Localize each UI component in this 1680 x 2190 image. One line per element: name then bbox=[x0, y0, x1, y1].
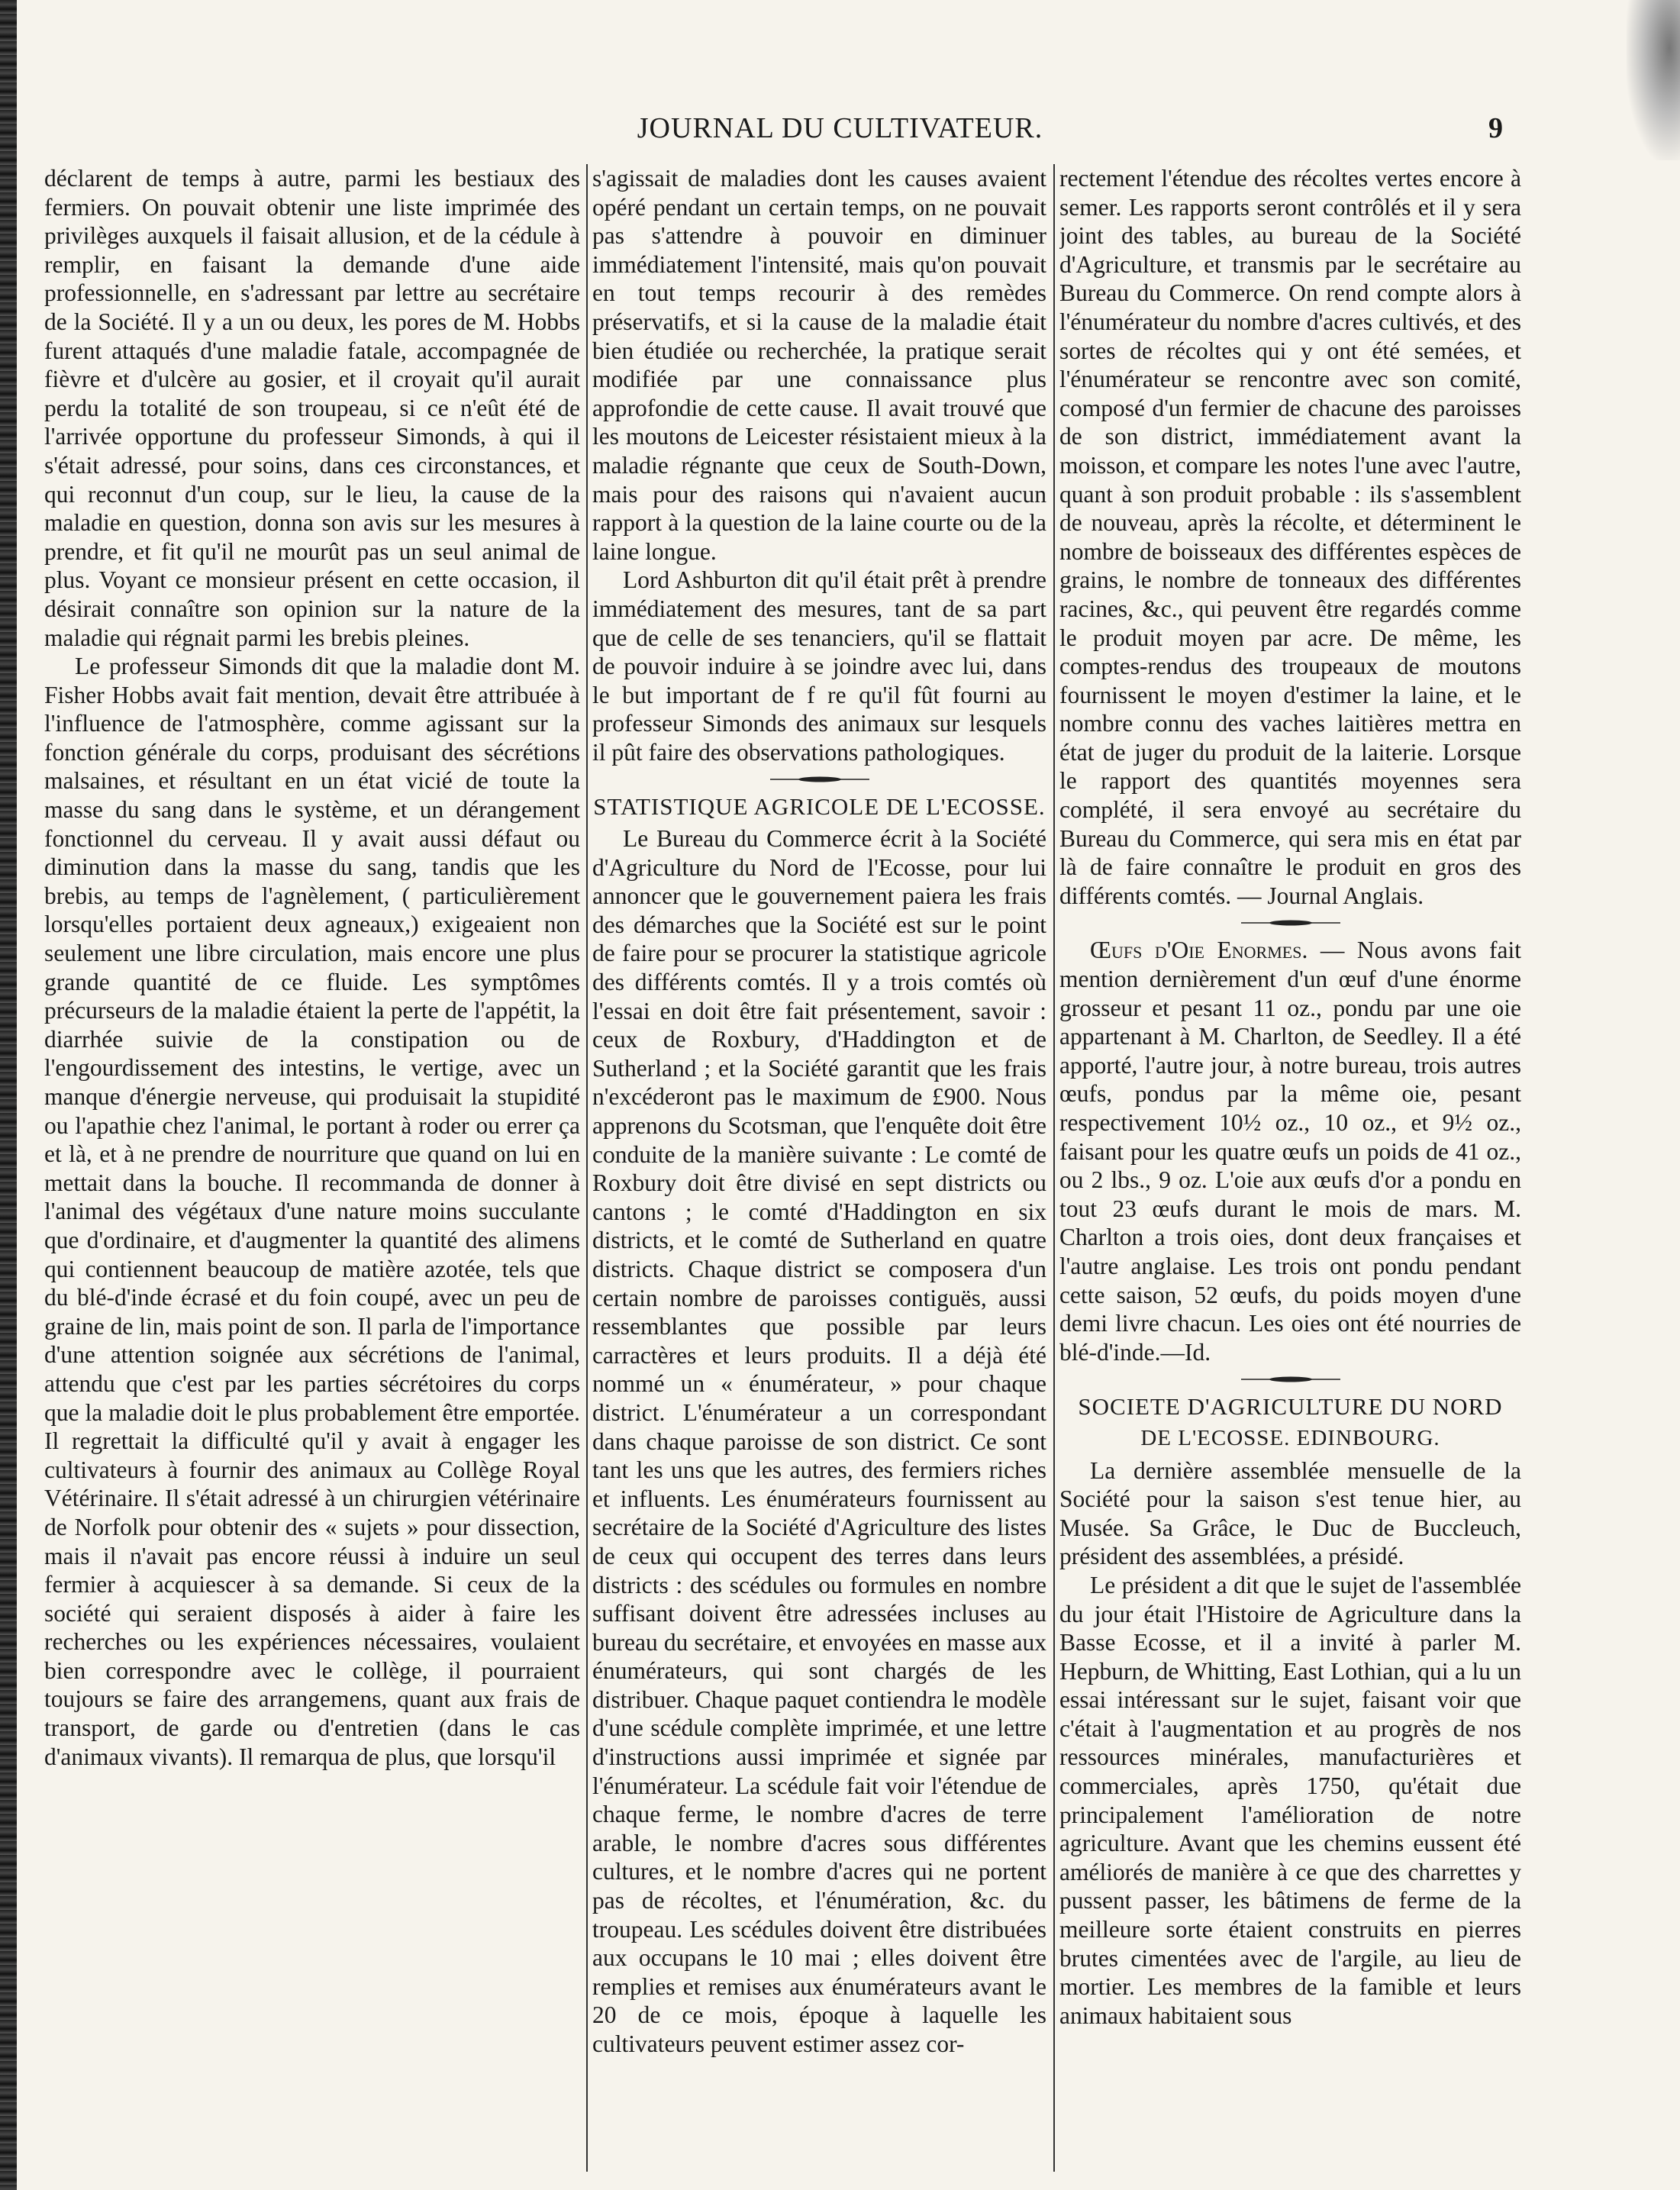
scanned-page-edge bbox=[0, 0, 17, 2190]
ornament-divider bbox=[1233, 1374, 1348, 1385]
ornament-divider bbox=[1233, 918, 1348, 928]
column-3 bbox=[1059, 164, 1521, 2172]
page-number: 9 bbox=[1488, 112, 1503, 144]
paragraph: Lord Ashburton dit qu'il était prêt à prendre immédiatement des mesures, tant de sa part que de celle de ses tenanciers, qu'il se flattait de pouvoir induire à se joindre avec lui, dans le but important de f re qu'il fût fourni au professeur Simonds des animaux sur lesquels il pût faire des observations pathologiques. bbox=[592, 566, 1046, 766]
running-header bbox=[0, 105, 1680, 151]
section-title: SOCIETE D'AGRICULTURE DU NORD bbox=[1078, 1393, 1503, 1421]
paragraph: Le président a dit que le sujet de l'assemblée du jour était l'Histoire de Agriculture dans la Basse Ecosse, et il a invité à parler M. Hepburn, de Whitting, East Lothian, qui a lu un essai intéressant sur le sujet, faisant voir que c'était à l'augmentation et au progrès de nos ressources minérales, manufacturières et commerciales, après 1750, qu'était due principalement l'amélioration de notre agriculture. Avant que les chemins eussent été améliorés de manière à ce que des charrettes y pussent passer, les bâtimens de ferme de la meilleure sorte étaient construits en pierres brutes cimentées avec de l'argile, au lieu de mortier. Les membres de la famible et leurs animaux habitaient sous bbox=[1059, 1571, 1521, 2029]
paragraph: — Nous avons fait mention dernièrement d'un œuf d'une énorme grosseur et pesant 11 oz., pondu par une oie appartenant à M. Charlton, de Seedley. Il a été apporté, l'autre jour, à notre bureau, trois autres œufs, pondus par la même oie, pesant respectivement 10½ oz., 10 oz., et 9½ oz., faisant pour les quatre œufs un poids de 41 oz., ou 2 lbs., 9 oz. L'oie aux œufs d'or a pondu en tout 23 œufs durant le mois de mars. M. Charlton a trois oies, dont deux françaises et l'autre anglaise. Les trois ont pondu pendant cette saison, 52 œufs, du poids moyen d'une demi livre chacun. Les oies ont été nourries de blé-d'inde.—Id. bbox=[1059, 937, 1521, 1366]
paragraph: rectement l'étendue des récoltes vertes encore à semer. Les rapports seront contrôlés et il y sera joint des tables, au bureau de la Société d'Agriculture, et transmis par le secrétaire au Bureau du Commerce. On rend compte alors à l'énumérateur du nombre d'acres cultivés, et des sortes de récoltes qui y ont été semées, et l'énumérateur se rencontre avec son comité, composé d'un fermier de chacune des paroisses de son district, immédiatement avant la moisson, et compare les notes l'une avec l'autre, quant à son produit probable : ils s'assemblent de nouveau, après la récolte, et déterminent le nombre de boisseaux des différentes espèces de grains, le nombre de tonneaux des différentes racines, &c., qui peuvent être regardés comme le produit moyen par acre. De même, les comptes-rendus des troupeaux de moutons fournissent le moyen d'estimer la laine, et le nombre connu des vaches laitières mettra en état de juger du produit de la laiterie. Lorsque le rapport des quantités moyennes sera complété, il sera envoyé au secrétaire du Bureau du Commerce, qui sera mis en état par là de faire connaître le produit en gros des différents comtés. — Journal Anglais. bbox=[1059, 165, 1521, 909]
ornament-divider bbox=[763, 774, 877, 785]
paragraph: La dernière assemblée mensuelle de la Société pour la saison s'est tenue hier, au Musée. Sa Grâce, le Duc de Buccleuch, président des assemblées, a présidé. bbox=[1059, 1456, 1521, 1570]
column-1 bbox=[44, 164, 580, 2172]
paragraph: déclarent de temps à autre, parmi les bestiaux des fermiers. On pouvait obtenir une liste imprimée des privilèges auxquels il faisait allusion, et de la cédule à remplir, en faisant la demande d'une aide professionnelle, en s'adressant par lettre au secrétaire de la Société. Il y a un ou deux, les pores de M. Hobbs furent attaqués d'une maladie fatale, accompagnée de fièvre et d'ulcère au gosier, et il croyait qu'il aurait perdu la totalité de son troupeau, si ce n'eût été de l'arrivée opportune du professeur Simonds, à qui il s'était adressé, pour soins, dans ces circonstances, et qui reconnut d'un coup, sur le lieu, la cause de la maladie en question, donna son avis sur les mesures à prendre, et fit qu'il ne mourût pas un seul animal de plus. Voyant ce monsieur présent en cette occasion, il désirait connaître son opinion sur la nature de la maladie qui régnait parmi les brebis pleines. bbox=[44, 165, 580, 651]
paragraph: s'agissait de maladies dont les causes avaient opéré pendant un certain temps, on ne pouvait pas s'attendre à pouvoir en diminuer immédiatement l'intensité, mais qu'on pouvait en tout temps recourir à des remèdes préservatifs, et si la cause de la maladie était bien étudiée ou recherchée, la pratique serait modifiée par une connaissance plus approfondie de cette cause. Il avait trouvé que les moutons de Leicester résistaient mieux à la maladie régnante que ceux de South-Down, mais pour des raisons qui n'avaient aucun rapport à la question de la laine courte ou de la laine longue. bbox=[592, 165, 1046, 565]
column-rule bbox=[1053, 164, 1055, 2172]
article-lead: Œufs d'Oie Enormes. bbox=[1090, 937, 1308, 964]
column-2 bbox=[592, 164, 1046, 2172]
section-title: STATISTIQUE AGRICOLE DE L'ECOSSE. bbox=[593, 793, 1046, 821]
paragraph: Le professeur Simonds dit que la maladie dont M. Fisher Hobbs avait fait mention, devait être attribuée à l'influence de l'atmosphère, comme agissant sur la fonction générale du corps, produisant des sécrétions malsaines, et résultant en un état vicié de toute la masse du sang dans le système, et un dérangement fonctionnel du cerveau. Il y avait aussi défaut ou diminution dans la masse du sang, tandis que les brebis, au temps de l'agnèlement, ( particulièrement lorsqu'elles portaient deux agneaux,) exigeaient non seulement une libre circulation, mais encore une plus grande quantité de ce fluide. Les symptômes précurseurs de la maladie étaient la perte de l'appétit, la diarrhée suivie de la constipation ou de l'engourdissement des intestins, le vertige, avec un manque d'énergie nerveuse, qui produisait la stupidité ou l'apathie chez l'animal, le portant à roder ou errer ça et là, et à ne prendre de nourriture que quand on lui en mettait dans la bouche. Il recommanda de donner à l'animal des végétaux d'une nature moins succulante que d'ordinaire, et d'augmenter la quantité des alimens qui contiennent beaucoup de matière azotée, tels que du blé-d'inde écrasé et du foin coupé, avec un peu de graine de lin, mais point de son. Il parla de l'importance d'une attention soignée aux sécrétions de l'animal, attendu que c'est par les parties sécrétoires du corps que la maladie doit le plus probablement être emportée. Il regrettait la difficulté qu'il y avait à engager les cultivateurs à fournir des animaux au Collège Royal Vétérinaire. Il s'était adressé à un chirurgien vétérinaire de Norfolk pour obtenir des « sujets » pour dissection, mais il n'avait pas encore réussi à induire un seul fermier à acquiescer à sa demande. Si ceux de la société qui seraient disposés à aider à faire les recherches ou les expériences nécessaires, voulaient bien correspondre avec le collège, il pourraient toujours se faire des arrangemens, quant aux frais de transport, de garde ou d'entretien (dans le cas d'animaux vivants). Il remarqua de plus, que lorsqu'il bbox=[44, 653, 580, 1770]
paragraph: Le Bureau du Commerce écrit à la Société d'Agriculture du Nord de l'Ecosse, pour lui annoncer que le gouvernement paiera les frais des démarches que la Société est sur le point de faire pour se procurer la statistique agricole des différents comtés. Il y a trois comtés où l'essai en doit être fait présentement, savoir : ceux de Roxbury, d'Haddington et de Sutherland ; et la Société garantit que les frais n'excéderont pas le maximum de £900. Nous apprenons du Scotsman, que l'enquête doit être conduite de la manière suivante : Le comté de Roxbury doit être divisé en sept districts ou cantons ; le comté d'Haddington en six districts, et le comté de Sutherland en quatre districts. Chaque district se composera d'un certain nombre de paroisses contiguës, aussi ressemblantes que possible par leurs carractères et leurs produits. Il a déjà été nommé un « énumérateur, » pour chaque district. L'énumérateur a un correspondant dans chaque paroisse de son district. Ce sont tant les uns que les autres, des fermiers riches et influents. Les énumérateurs fournissent au secrétaire de la Société d'Agriculture des listes de ceux qui occupent des terres dans leurs districts : des scédules ou formules en nombre suffisant doivent être adressées incluses au bureau du secrétaire, et envoyées en masse aux énumérateurs, qui sont chargés de les distribuer. Chaque paquet contiendra le modèle d'une scédule complète imprimée, et une lettre d'instructions aussi imprimée et signée par l'énumérateur. La scédule fait voir l'étendue de chaque ferme, le nombre d'acres de terre arable, le nombre d'acres sous différentes cultures, et le nombre d'acres qui ne portent pas de récoltes, et l'énumération, &c. du troupeau. Les scédules doivent être distribuées aux occupans le 10 mai ; elles doivent être remplies et remises aux énumérateurs avant le 20 de ce mois, époque à laquelle les cultivateurs peuvent estimer assez cor- bbox=[592, 825, 1046, 2057]
column-rule bbox=[586, 164, 588, 2172]
journal-title: JOURNAL DU CULTIVATEUR. bbox=[637, 112, 1043, 144]
section-subtitle: DE L'ECOSSE. EDINBOURG. bbox=[1140, 1425, 1440, 1450]
